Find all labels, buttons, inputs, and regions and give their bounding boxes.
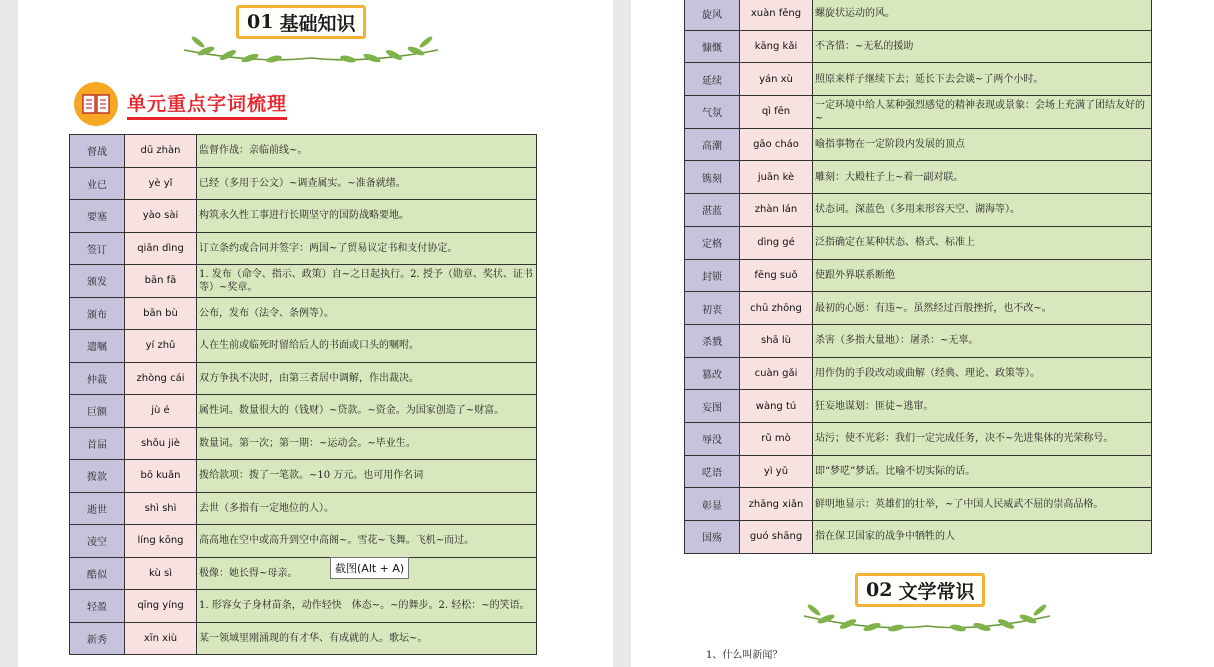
vocab-row <box>685 226 1152 259</box>
vocab-definition: 不吝惜：~无私的援助 <box>813 30 1152 63</box>
vocab-row <box>685 259 1152 292</box>
book-icon <box>74 82 118 126</box>
vocab-pinyin: qì fēn <box>740 96 813 129</box>
vocab-pinyin: qiān dìng <box>125 232 197 265</box>
vocab-row <box>70 525 537 558</box>
vocab-word: 延续 <box>685 63 740 96</box>
vocab-word: 要塞 <box>70 200 125 233</box>
vocab-table-right <box>684 0 1152 554</box>
vocab-definition: 照原来样子继续下去；延长下去会谈~了两个小时。 <box>813 63 1152 96</box>
vocab-definition: 指在保卫国家的战争中牺牲的人 <box>813 521 1152 554</box>
vocab-pinyin: yè yǐ <box>125 167 197 200</box>
vocab-pinyin: zhāng xiǎn <box>740 488 813 521</box>
vocab-definition: 监督作战：亲临前线~。 <box>197 135 537 168</box>
vocab-word: 初衷 <box>685 292 740 325</box>
vocab-word: 签订 <box>70 232 125 265</box>
vocab-definition: 已经（多用于公文）~调查属实。~准备就绪。 <box>197 167 537 200</box>
vocab-pinyin: guó shāng <box>740 521 813 554</box>
vocab-definition: 喻指事物在一定阶段内发展的顶点 <box>813 128 1152 161</box>
vocab-pinyin: bō kuǎn <box>125 460 197 493</box>
vocab-row <box>685 128 1152 161</box>
vocab-row <box>70 460 537 493</box>
vocab-word: 仲裁 <box>70 362 125 395</box>
vocab-word: 镌刻 <box>685 161 740 194</box>
unit-heading <box>74 82 287 126</box>
vocab-row <box>685 521 1152 554</box>
vocab-pinyin: xīn xiù <box>125 622 197 655</box>
vocab-pinyin: yào sài <box>125 200 197 233</box>
vocab-row <box>70 557 537 590</box>
vocab-word: 酷似 <box>70 557 125 590</box>
vocab-word: 首届 <box>70 427 125 460</box>
vocab-pinyin: gāo cháo <box>740 128 813 161</box>
vocab-pinyin: qīng yíng <box>125 590 197 623</box>
vocab-pinyin: jù é <box>125 395 197 428</box>
vocab-pinyin: juān kè <box>740 161 813 194</box>
vocab-row <box>70 167 537 200</box>
vocab-word: 督战 <box>70 135 125 168</box>
vocab-pinyin: cuàn gǎi <box>740 357 813 390</box>
vocab-definition: 构筑永久性工事进行长期坚守的国防战略要地。 <box>197 200 537 233</box>
vocab-word: 彰显 <box>685 488 740 521</box>
vocab-definition: 极像：她长得~母亲。 <box>197 557 537 590</box>
vocab-row <box>70 297 537 330</box>
vocab-pinyin: xuàn fēng <box>740 0 813 30</box>
vocab-pinyin: líng kōng <box>125 525 197 558</box>
vocab-pinyin: chū zhōng <box>740 292 813 325</box>
vocab-definition: 杀害（多指大量地）：屠杀：~无辜。 <box>813 324 1152 357</box>
section-title-text: 基础知识 <box>279 12 356 35</box>
vocab-word: 遗嘱 <box>70 330 125 363</box>
screenshot-tooltip: 截图(Alt + A) <box>330 557 409 579</box>
vocab-definition: 玷污；使不光彩：我们一定完成任务，决不~先进集体的光荣称号。 <box>813 422 1152 455</box>
vocab-definition: 双方争执不决时，由第三者居中调解，作出裁决。 <box>197 362 537 395</box>
vocab-pinyin: yí zhǔ <box>125 330 197 363</box>
vocab-definition: 状态词。深蓝色（多用来形容天空、湖海等）。 <box>813 194 1152 227</box>
section-title-text: 文学常识 <box>898 580 975 603</box>
vocab-definition: 属性词。数量很大的（钱财）~贷款。~资金。为国家创造了~财富。 <box>197 395 537 428</box>
vocab-pinyin: dìng gé <box>740 226 813 259</box>
section-number: 02 <box>866 579 893 601</box>
vocab-word: 凌空 <box>70 525 125 558</box>
left-page <box>18 0 613 667</box>
vocab-pinyin: fēng suǒ <box>740 259 813 292</box>
vocab-word: 巨额 <box>70 395 125 428</box>
vocab-pinyin: shì shì <box>125 492 197 525</box>
vocab-row <box>685 324 1152 357</box>
vocab-definition: 使跟外界联系断绝 <box>813 259 1152 292</box>
vocab-definition: 数量词。第一次；第一期：~运动会。~毕业生。 <box>197 427 537 460</box>
section-number: 01 <box>247 11 274 33</box>
vocab-row <box>70 135 537 168</box>
vocab-pinyin: shā lù <box>740 324 813 357</box>
vocab-definition: 人在生前或临死时留给后人的书面或口头的嘱咐。 <box>197 330 537 363</box>
vocab-definition: 狂妄地谋划：匪徒~逃窜。 <box>813 390 1152 423</box>
vocab-definition: 鲜明地显示：英雄们的壮举，~了中国人民威武不屈的崇高品格。 <box>813 488 1152 521</box>
vocab-row <box>685 357 1152 390</box>
vocab-pinyin: rǔ mò <box>740 422 813 455</box>
vocab-word: 业已 <box>70 167 125 200</box>
vocab-row <box>685 292 1152 325</box>
right-page <box>631 0 1214 667</box>
vocab-word: 杀戮 <box>685 324 740 357</box>
vocab-word: 慷慨 <box>685 30 740 63</box>
vocab-definition: 雕刻：大殿柱子上~着一副对联。 <box>813 161 1152 194</box>
vocab-row <box>685 422 1152 455</box>
vocab-row <box>70 622 537 655</box>
vocab-word: 辱没 <box>685 422 740 455</box>
vocab-row <box>685 390 1152 423</box>
vocab-definition: 泛指确定在某种状态、格式、标准上 <box>813 226 1152 259</box>
vocab-definition: 拨给款项：拨了一笔款。~10 万元。也可用作名词 <box>197 460 537 493</box>
vocab-definition: 高高地在空中或高升到空中高阁~。雪花~飞舞。飞机~而过。 <box>197 525 537 558</box>
vocab-word: 国殇 <box>685 521 740 554</box>
vocab-word: 旋风 <box>685 0 740 30</box>
vocab-word: 颁布 <box>70 297 125 330</box>
vocab-word: 定格 <box>685 226 740 259</box>
vocab-pinyin: wàng tú <box>740 390 813 423</box>
vocab-row <box>685 161 1152 194</box>
vocab-row <box>685 488 1152 521</box>
vocab-word: 呓语 <box>685 455 740 488</box>
vocab-word: 颁发 <box>70 265 125 298</box>
vocab-row <box>70 232 537 265</box>
vocab-pinyin: bān bù <box>125 297 197 330</box>
vocab-definition: 最初的心愿：有违~。虽然经过百般挫折，也不改~。 <box>813 292 1152 325</box>
vocab-pinyin: kù sì <box>125 557 197 590</box>
vocab-row <box>70 427 537 460</box>
vocab-row <box>70 395 537 428</box>
vocab-row <box>685 30 1152 63</box>
vocab-table-left <box>69 134 537 655</box>
section-title-02 <box>855 573 985 607</box>
vocab-word: 逝世 <box>70 492 125 525</box>
vocab-definition: 即“梦呓”梦话。比喻不切实际的话。 <box>813 455 1152 488</box>
vocab-pinyin: shǒu jiè <box>125 427 197 460</box>
vocab-pinyin: zhòng cái <box>125 362 197 395</box>
vocab-row <box>685 194 1152 227</box>
vocab-definition: 用作伪的手段改动或曲解（经典、理论、政策等）。 <box>813 357 1152 390</box>
vocab-definition: 公布，发布（法令、条例等）。 <box>197 297 537 330</box>
vocab-pinyin: bān fā <box>125 265 197 298</box>
vocab-word: 高潮 <box>685 128 740 161</box>
vocab-word: 轻盈 <box>70 590 125 623</box>
vocab-row <box>70 362 537 395</box>
vocab-definition: 去世（多指有一定地位的人）。 <box>197 492 537 525</box>
vocab-row <box>685 96 1152 129</box>
vocab-word: 气氛 <box>685 96 740 129</box>
vocab-row <box>70 590 537 623</box>
vocab-word: 妄图 <box>685 390 740 423</box>
vocab-pinyin: zhàn lán <box>740 194 813 227</box>
vocab-row <box>70 492 537 525</box>
question-text: 1、什么叫新闻？ <box>706 650 783 661</box>
vocab-pinyin: yán xù <box>740 63 813 96</box>
unit-heading-title: 单元重点字词梳理 <box>127 89 287 120</box>
vocab-definition: 某一领域里刚涌现的有才华、有成就的人。歌坛~。 <box>197 622 537 655</box>
vocab-pinyin: dū zhàn <box>125 135 197 168</box>
vocab-word: 封锁 <box>685 259 740 292</box>
vocab-row <box>685 0 1152 30</box>
vocab-definition: 螺旋状运动的风。 <box>813 0 1152 30</box>
vocab-pinyin: kāng kǎi <box>740 30 813 63</box>
section-title-01 <box>236 5 366 39</box>
vocab-word: 新秀 <box>70 622 125 655</box>
vocab-row <box>685 455 1152 488</box>
vocab-row <box>70 330 537 363</box>
vocab-word: 拨款 <box>70 460 125 493</box>
vocab-pinyin: yì yǔ <box>740 455 813 488</box>
vocab-definition: 1. 形容女子身材苗条，动作轻快 体态~。~的舞步。2. 轻松：~的笑语。 <box>197 590 537 623</box>
vocab-definition: 一定环境中给人某种强烈感觉的精神表现或景象：会场上充满了团结友好的~ <box>813 96 1152 129</box>
vocab-definition: 订立条约或合同并签字：两国~了贸易议定书和支付协定。 <box>197 232 537 265</box>
vocab-word: 篡改 <box>685 357 740 390</box>
vocab-row <box>70 265 537 298</box>
vocab-word: 湛蓝 <box>685 194 740 227</box>
vocab-definition: 1. 发布（命令、指示、政策）自~之日起执行。2. 授予（勋章、奖状、证书等）~奖章。 <box>197 265 537 298</box>
vocab-row <box>685 63 1152 96</box>
vocab-row <box>70 200 537 233</box>
